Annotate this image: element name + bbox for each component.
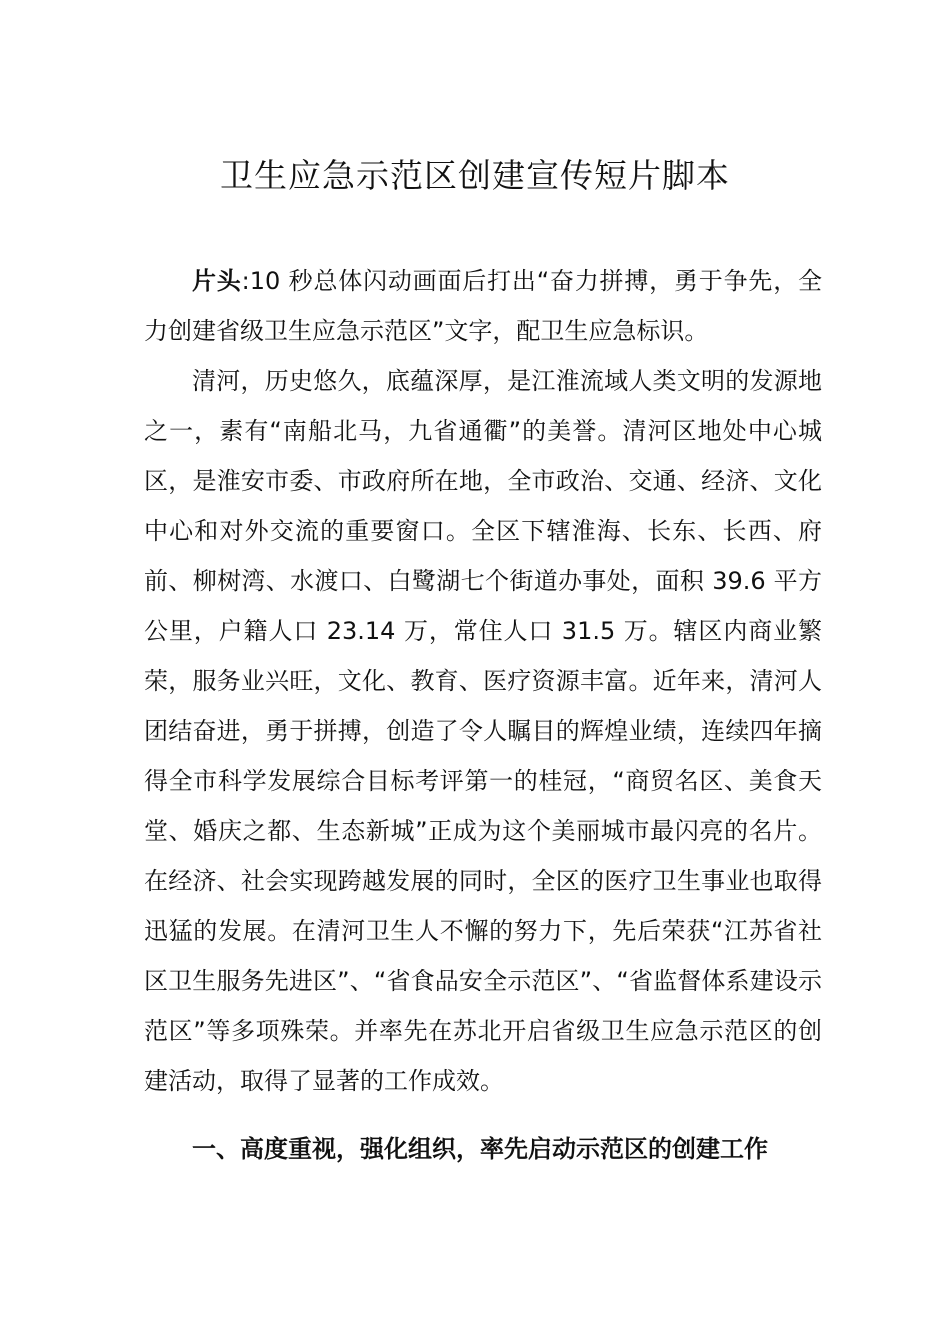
intro-paragraph <box>144 256 822 356</box>
document-title: 卫生应急示范区创建宣传短片脚本 <box>220 156 730 195</box>
intro-label: 片头 <box>192 267 242 295</box>
section-heading: 一、高度重视，强化组织，率先启动示范区的创建工作 <box>192 1135 768 1163</box>
document-body <box>144 256 822 1174</box>
intro-text: :10 秒总体闪动画面后打出“奋力拼搏，勇于争先，全力创建省级卫生应急示范区”文字，配卫生应急标识。 <box>144 267 822 345</box>
history-paragraph: 清河，历史悠久，底蕴深厚，是江淮流域人类文明的发源地之一，素有“南船北马，九省通衢”的美誉。清河区地处中心城区，是淮安市委、市政府所在地，全市政治、交通、经济、文化中心和对外交流的重要窗口。全区下辖淮海、长东、长西、府前、柳树湾、水渡口、白鹭湖七个街道办事处，面积 39.6 平方公里，户籍人口 23.14 万，常住人口 31.5 万。辖区内商业繁荣，服务业兴旺，文化、教育、医疗资源丰富。近年来，清河人团结奋进，勇于拼搏，创造了令人瞩目的辉煌业绩，连续四年摘得全市科学发展综合目标考评第一的桂冠，“商贸名区、美食天堂、婚庆之都、生态新城”正成为这个美丽城市最闪亮的名片。在经济、社会实现跨越发展的同时，全区的医疗卫生事业也取得迅猛的发展。在清河卫生人不懈的努力下，先后荣获“江苏省社区卫生服务先进区”、“省食品安全示范区”、“省监督体系建设示范区”等多项殊荣。并率先在苏北开启省级卫生应急示范区的创建活动，取得了显著的工作成效。 <box>144 367 822 1095</box>
